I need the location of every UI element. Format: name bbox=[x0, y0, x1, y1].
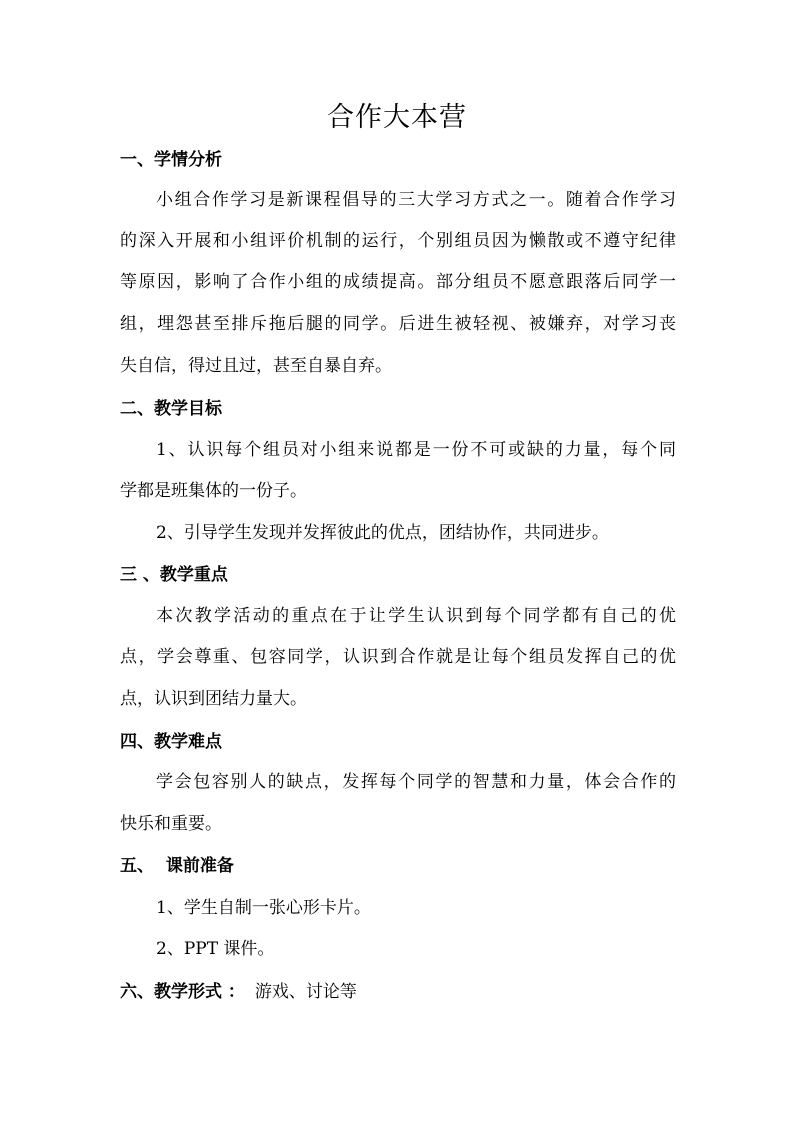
paragraph-line: 学都是班集体的一份子。 bbox=[120, 481, 307, 501]
paragraph-line: 等原因，影响了合作小组的成绩提高。部分组员不愿意跟落后同学一 bbox=[120, 272, 676, 292]
section-heading-difficulties: 四、教学难点 bbox=[120, 732, 222, 752]
paragraph-line: 2、引导学生发现并发挥彼此的优点，团结协作，共同进步。 bbox=[156, 523, 609, 543]
paragraph-line: 2、PPT 课件。 bbox=[156, 939, 275, 959]
paragraph-line: 本次教学活动的重点在于让学生认识到每个同学都有自己的优 bbox=[156, 606, 676, 626]
paragraph-line: 点，认识到团结力量大。 bbox=[120, 689, 307, 709]
paragraph-line: 快乐和重要。 bbox=[120, 814, 222, 834]
section-heading-learning-analysis: 一、学情分析 bbox=[120, 150, 222, 170]
paragraph-line: 1、学生自制一张心形卡片。 bbox=[156, 898, 371, 918]
section-heading-teaching-format bbox=[120, 980, 357, 1004]
teaching-format-value: 游戏、讨论等 bbox=[254, 982, 357, 1002]
document-title: 合作大本营 bbox=[327, 102, 467, 133]
paragraph-line: 学会包容别人的缺点，发挥每个同学的智慧和力量，体会合作的 bbox=[156, 772, 676, 792]
paragraph-line: 组，埋怨甚至排斥拖后腿的同学。后进生被轻视、被嫌弃，对学习丧 bbox=[120, 314, 676, 334]
section-heading-teaching-goals: 二、教学目标 bbox=[120, 399, 222, 419]
section-heading-key-points: 三 、教学重点 bbox=[120, 565, 228, 585]
paragraph-line: 点，学会尊重、包容同学，认识到合作就是让每个组员发挥自己的优 bbox=[120, 647, 676, 667]
paragraph-line: 小组合作学习是新课程倡导的三大学习方式之一。随着合作学习 bbox=[156, 190, 676, 210]
section-heading-preparation: 五、 课前准备 bbox=[120, 856, 234, 876]
paragraph-line: 1、认识每个组员对小组来说都是一份不可或缺的力量，每个同 bbox=[156, 440, 676, 460]
section-heading-label: 六、教学形式 ： bbox=[120, 982, 245, 1002]
paragraph-line: 失自信，得过且过，甚至自暴自弃。 bbox=[120, 356, 392, 376]
paragraph-line: 的深入开展和小组评价机制的运行，个别组员因为懒散或不遵守纪律 bbox=[120, 231, 676, 251]
